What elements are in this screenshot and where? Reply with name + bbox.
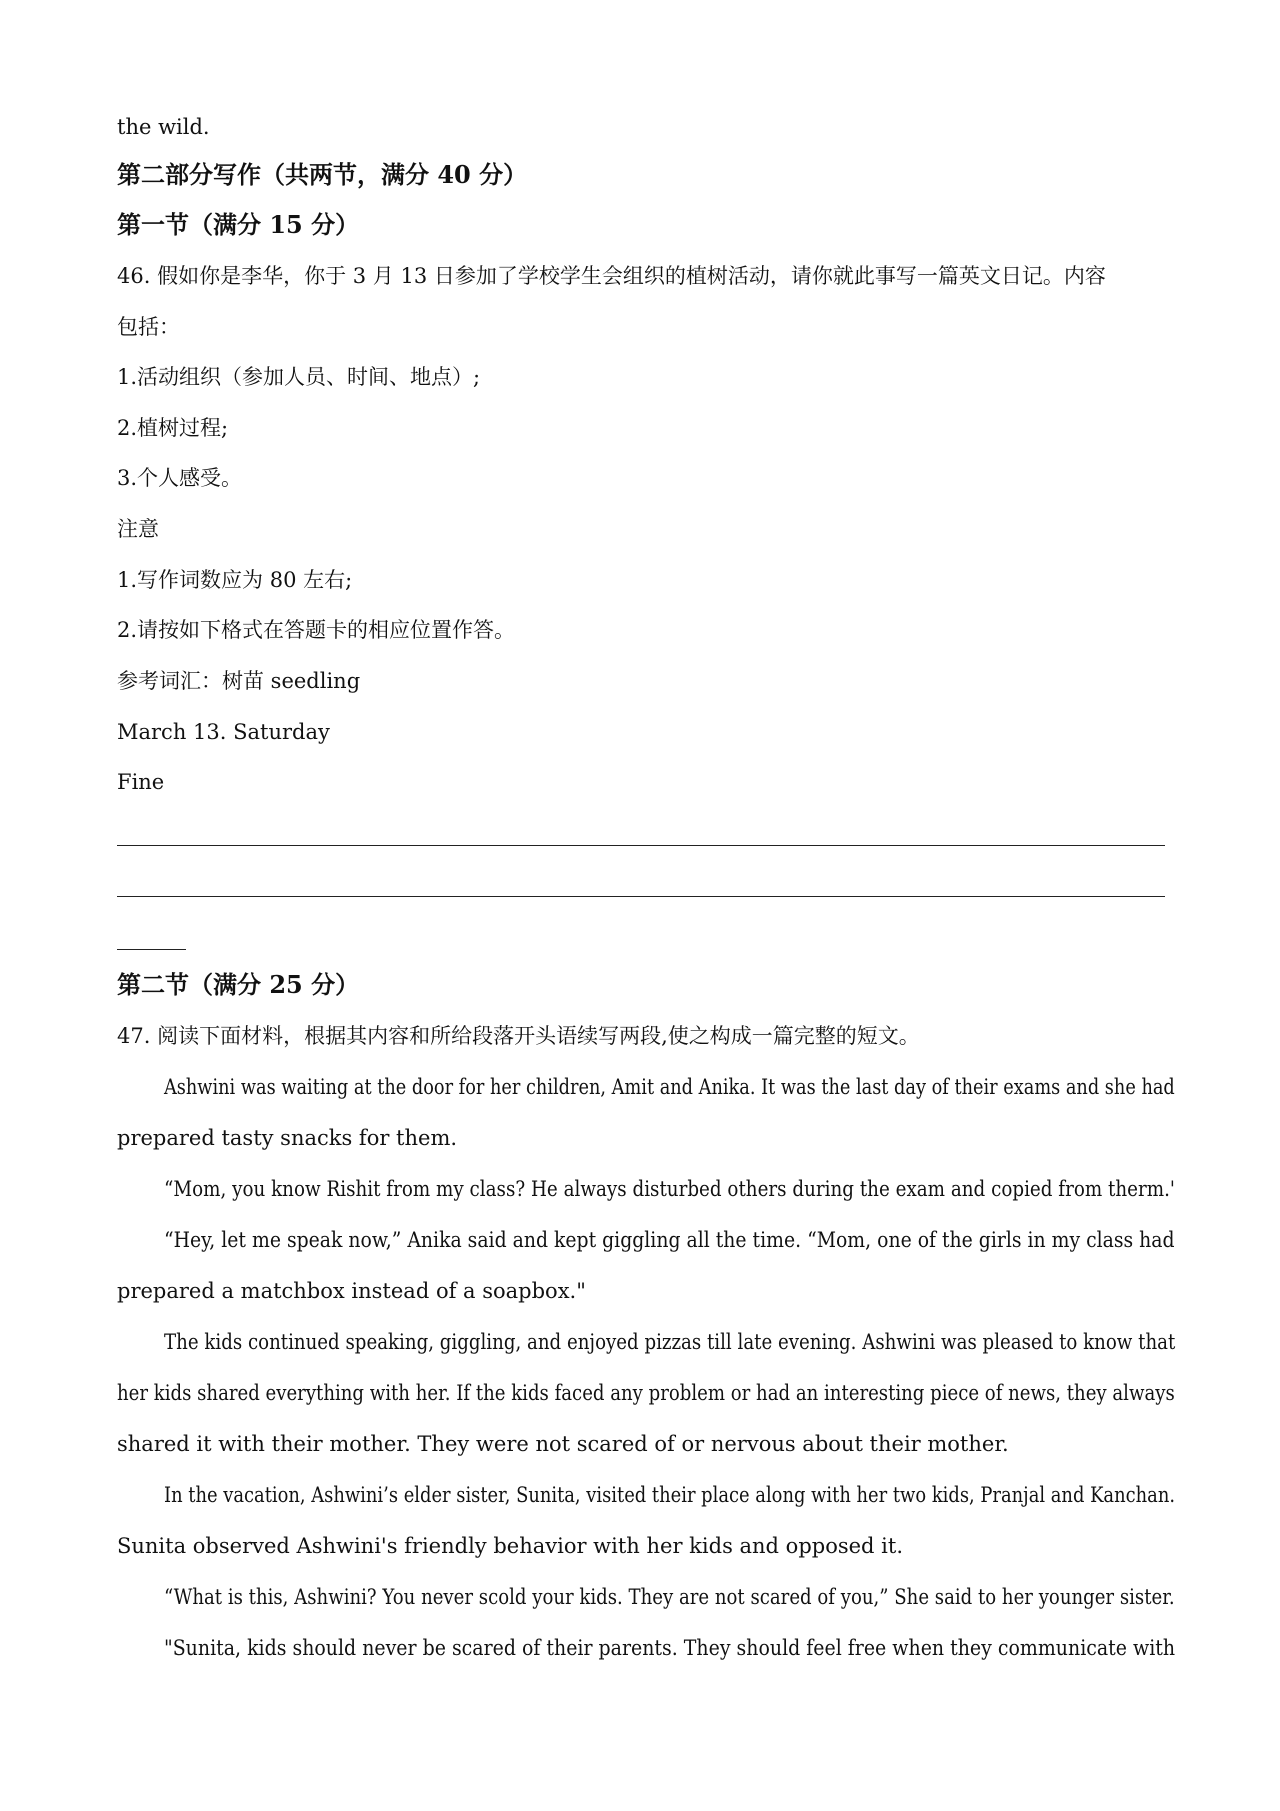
diary-weather: Fine bbox=[117, 770, 165, 794]
answer-line bbox=[117, 845, 1165, 846]
passage-line: “Hey, let me speak now,” Anika said and kept giggling all the time. “Mom, one of the girls in my class had bbox=[164, 1228, 1175, 1252]
passage-line: prepared tasty snacks for them. bbox=[117, 1126, 458, 1150]
text-line: 包括： bbox=[117, 315, 180, 339]
text-line: the wild. bbox=[117, 115, 210, 139]
passage-line: shared it with their mother. They were not scared of or nervous about their mother. bbox=[117, 1432, 1009, 1456]
passage-line: "Sunita, kids should never be scared of their parents. They should feel free when they communicate with bbox=[164, 1636, 1176, 1660]
list-item: 1.活动组织（参加人员、时间、地点）; bbox=[117, 365, 481, 389]
list-item: 2.植树过程; bbox=[117, 416, 229, 440]
passage-line: prepared a matchbox instead of a soapbox." bbox=[117, 1279, 586, 1303]
subsection-heading: 第一节（满分 15 分） bbox=[117, 210, 360, 239]
answer-line-short bbox=[117, 949, 186, 950]
subsection-heading: 第二节（满分 25 分） bbox=[117, 970, 360, 999]
passage-line: In the vacation, Ashwini’s elder sister, Sunita, visited their place along with her two kids, Pranjal and Kanchan. bbox=[164, 1483, 1176, 1507]
passage-line: The kids continued speaking, giggling, and enjoyed pizzas till late evening. Ashwini was pleased to know that bbox=[164, 1330, 1176, 1354]
vocabulary-hint: 参考词汇：树苗 seedling bbox=[117, 669, 361, 693]
section-heading: 第二部分写作（共两节，满分 40 分） bbox=[117, 160, 528, 189]
passage-line: Sunita observed Ashwini's friendly behavior with her kids and opposed it. bbox=[117, 1534, 904, 1558]
question-prompt: 46. 假如你是李华，你于 3 月 13 日参加了学校学生会组织的植树活动，请你就此事写一篇英文日记。内容 bbox=[117, 264, 1106, 288]
passage-line: “Mom, you know Rishit from my class? He always disturbed others during the exam and copied from therm.' bbox=[164, 1177, 1175, 1201]
list-item: 3.个人感受。 bbox=[117, 466, 243, 490]
note-heading: 注意 bbox=[117, 517, 159, 541]
list-item: 1.写作词数应为 80 左右; bbox=[117, 568, 353, 592]
passage-line: Ashwini was waiting at the door for her children, Amit and Anika. It was the last day of their exams and she had bbox=[164, 1075, 1175, 1099]
passage-line: “What is this, Ashwini? You never scold your kids. They are not scared of you,” She said to her younger sister. bbox=[164, 1585, 1175, 1609]
question-prompt: 47. 阅读下面材料，根据其内容和所给段落开头语续写两段,使之构成一篇完整的短文。 bbox=[117, 1024, 920, 1048]
diary-date: March 13. Saturday bbox=[117, 720, 330, 744]
passage-line: her kids shared everything with her. If the kids faced any problem or had an interesting piece of news, they always bbox=[117, 1381, 1175, 1405]
answer-line bbox=[117, 896, 1165, 897]
list-item: 2.请按如下格式在答题卡的相应位置作答。 bbox=[117, 618, 516, 642]
